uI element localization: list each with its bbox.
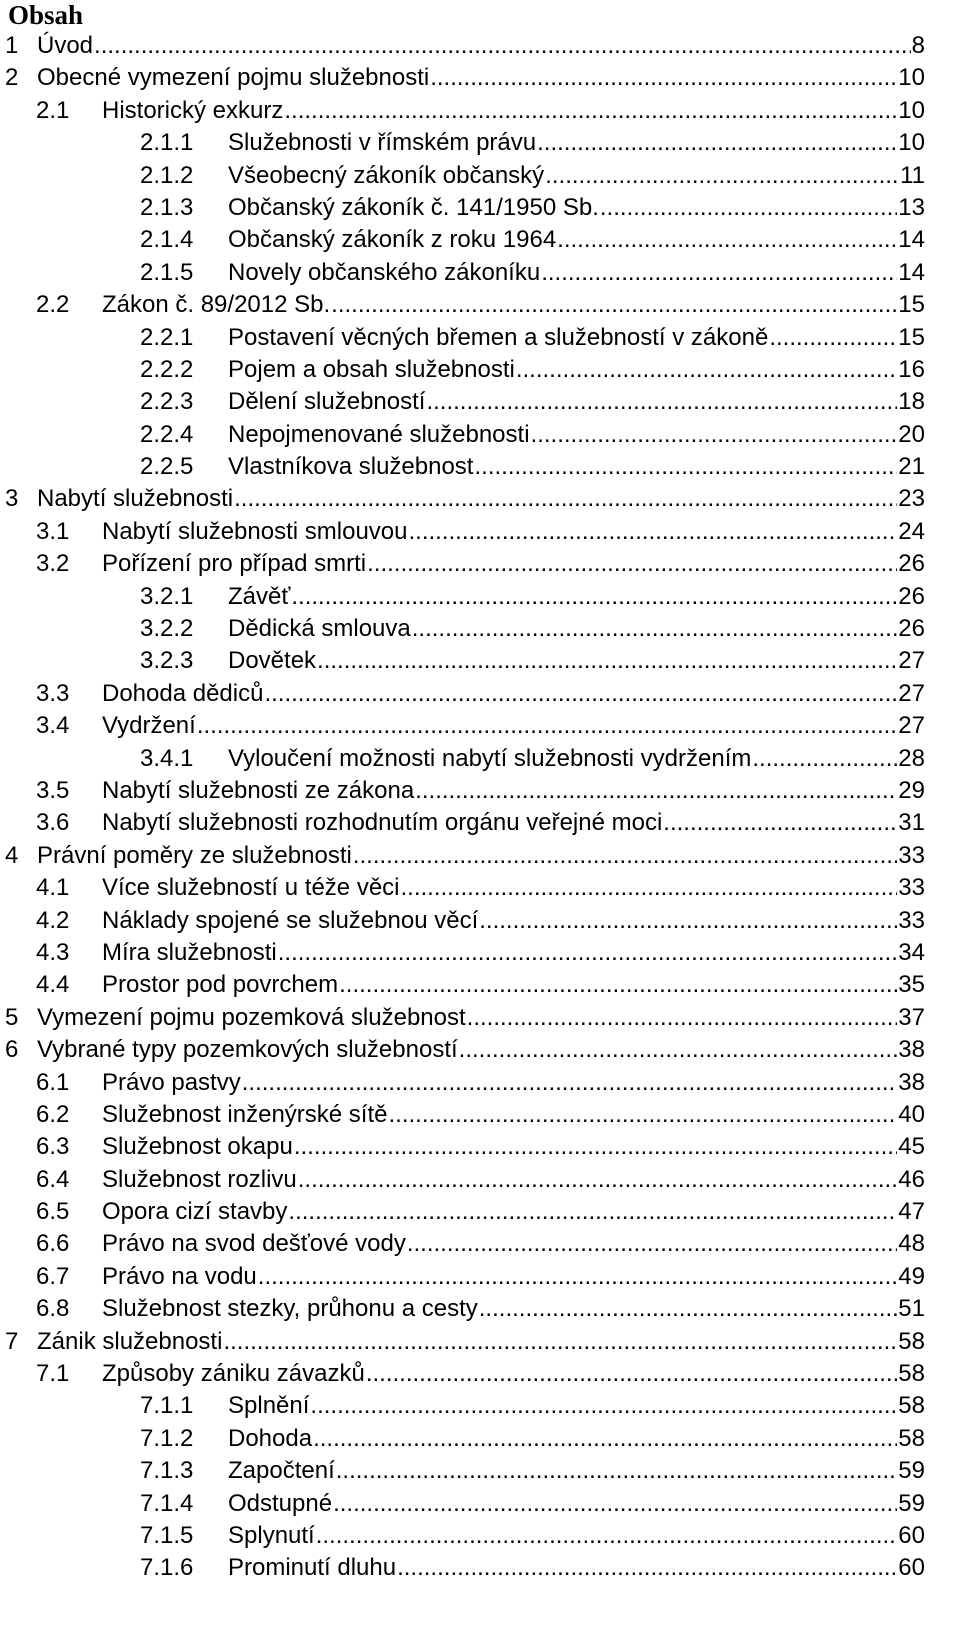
toc-entry-title[interactable]: Splnění <box>228 1392 310 1420</box>
toc-entry-page[interactable]: 60 <box>898 1521 925 1549</box>
toc-entry-page[interactable]: 45 <box>898 1133 925 1161</box>
toc-entry-number: 4.4 <box>36 971 70 999</box>
toc-entry-title[interactable]: Služebnost rozlivu <box>102 1165 297 1193</box>
toc-entry[interactable] <box>0 1358 960 1390</box>
toc-entry-number: 6.6 <box>36 1230 70 1258</box>
dot-leader <box>367 548 897 580</box>
toc-entry[interactable] <box>0 1293 960 1325</box>
dot-leader <box>407 1228 897 1260</box>
toc-entry-number: 2.1 <box>36 96 70 124</box>
toc-entry-number: 3 <box>5 485 19 513</box>
toc-entry-page[interactable]: 58 <box>898 1392 925 1420</box>
toc-entry-title[interactable]: Splynutí <box>228 1521 315 1549</box>
toc-entry-number: 6.4 <box>36 1165 70 1193</box>
toc-entry-page[interactable]: 23 <box>898 485 925 513</box>
toc-entry[interactable] <box>0 224 960 256</box>
toc-entry-page[interactable]: 37 <box>898 1003 925 1031</box>
toc-entry-page[interactable]: 14 <box>898 226 925 254</box>
toc-entry-title[interactable]: Dohoda dědiců <box>102 679 264 707</box>
dot-leader <box>313 1423 897 1455</box>
dot-leader <box>288 1196 897 1228</box>
toc-entry-number: 3.2.3 <box>140 647 194 675</box>
toc-entry[interactable] <box>0 613 960 645</box>
page-title: Obsah <box>8 0 84 30</box>
toc-entry-title[interactable]: Služebnosti v římském právu <box>228 129 537 157</box>
toc-entry-page[interactable]: 33 <box>898 906 925 934</box>
toc-entry[interactable] <box>0 1034 960 1066</box>
toc-entry-title[interactable]: Vydržení <box>102 712 196 740</box>
dot-leader <box>474 451 897 483</box>
toc-entry[interactable] <box>0 1002 960 1034</box>
toc-entry[interactable] <box>0 872 960 904</box>
toc-entry-page[interactable]: 28 <box>898 744 925 772</box>
dot-leader <box>353 840 897 872</box>
dot-leader <box>316 1520 898 1552</box>
toc-entry[interactable] <box>0 840 960 872</box>
toc-entry-page[interactable]: 40 <box>898 1100 925 1128</box>
dot-leader <box>284 95 897 127</box>
toc-entry-title[interactable]: Nepojmenované služebnosti <box>228 420 530 448</box>
dot-leader <box>401 872 898 904</box>
toc-entry-number: 6.3 <box>36 1133 70 1161</box>
dot-leader <box>426 386 897 418</box>
toc-entry-page[interactable]: 11 <box>900 161 925 189</box>
dot-leader <box>94 30 911 62</box>
toc-entry-title[interactable]: Vyloučení možnosti nabytí služebnosti vydržením <box>228 744 752 772</box>
toc-entry[interactable] <box>0 1552 960 1584</box>
dot-leader <box>541 257 897 289</box>
toc-entry-number: 4.3 <box>36 938 70 966</box>
dot-leader <box>415 775 897 807</box>
toc-entry-number: 7.1.2 <box>140 1424 194 1452</box>
toc-entry-title[interactable]: Nabytí služebnosti <box>37 485 234 513</box>
toc-entry[interactable] <box>0 1326 960 1358</box>
toc-entry-number: 5 <box>5 1003 19 1031</box>
toc-entry-title[interactable]: Služebnost okapu <box>102 1133 293 1161</box>
toc-entry-title[interactable]: Závěť <box>228 582 291 610</box>
toc-entry-title[interactable]: Pořízení pro případ smrti <box>102 550 367 578</box>
toc-entry-number: 6.8 <box>36 1295 70 1323</box>
toc-entry-title[interactable]: Vybrané typy pozemkových služebností <box>37 1036 458 1064</box>
dot-leader <box>531 419 898 451</box>
dot-leader <box>752 743 897 775</box>
toc-entry-page[interactable]: 16 <box>898 355 925 383</box>
toc-entry-page[interactable]: 18 <box>898 388 925 416</box>
toc-entry[interactable] <box>0 322 960 354</box>
toc-entry-page[interactable]: 58 <box>898 1424 925 1452</box>
toc-entry[interactable] <box>0 1196 960 1228</box>
toc-entry-title[interactable]: Postavení věcných břemen a služebností v zákoně <box>228 323 769 351</box>
dot-leader <box>339 969 897 1001</box>
dot-leader <box>258 1261 898 1293</box>
dot-leader <box>333 1488 897 1520</box>
toc-entry-title[interactable]: Občanský zákoník č. 141/1950 Sb. <box>228 193 599 221</box>
toc-entry-number: 2.1.3 <box>140 193 194 221</box>
toc-entry-page[interactable]: 33 <box>898 874 925 902</box>
toc-entry-number: 7.1 <box>36 1360 70 1388</box>
toc-entry-number: 6.7 <box>36 1262 70 1290</box>
toc-entry[interactable] <box>0 1228 960 1260</box>
toc-entry[interactable] <box>0 386 960 418</box>
toc-entry-page[interactable]: 46 <box>898 1165 925 1193</box>
toc-entry[interactable] <box>0 775 960 807</box>
dot-leader <box>298 1164 898 1196</box>
toc-entry-number: 2 <box>5 64 19 92</box>
toc-entry-page[interactable]: 33 <box>898 841 925 869</box>
dot-leader <box>366 1358 897 1390</box>
toc-entry-number: 3.4 <box>36 712 70 740</box>
toc-entry-number: 6.5 <box>36 1198 70 1226</box>
toc-entry-title[interactable]: Zákon č. 89/2012 Sb. <box>102 291 331 319</box>
dot-leader <box>336 1455 898 1487</box>
toc-entry[interactable] <box>0 1488 960 1520</box>
toc-entry-number: 7 <box>5 1327 19 1355</box>
toc-entry[interactable] <box>0 1067 960 1099</box>
toc-entry-title[interactable]: Opora cizí stavby <box>102 1198 288 1226</box>
toc-entry-page[interactable]: 48 <box>898 1230 925 1258</box>
toc-entry-title[interactable]: Úvod <box>37 32 94 59</box>
toc-entry-number: 3.2.2 <box>140 615 194 643</box>
dot-leader <box>545 160 899 192</box>
table-of-contents <box>0 30 960 1585</box>
toc-entry[interactable] <box>0 548 960 580</box>
dot-leader <box>234 483 897 515</box>
toc-entry-number: 4 <box>5 841 19 869</box>
toc-entry[interactable] <box>0 710 960 742</box>
toc-entry-number: 2.1.2 <box>140 161 194 189</box>
dot-leader <box>223 1326 897 1358</box>
toc-entry-page[interactable]: 27 <box>898 712 925 740</box>
toc-entry-page[interactable]: 13 <box>898 193 925 221</box>
toc-entry-page[interactable]: 59 <box>898 1457 925 1485</box>
toc-entry-page[interactable]: 15 <box>898 323 925 351</box>
toc-entry[interactable] <box>0 1131 960 1163</box>
toc-entry-number: 6.1 <box>36 1068 70 1096</box>
toc-entry-title[interactable]: Právo pastvy <box>102 1068 241 1096</box>
toc-entry-title[interactable]: Prostor pod povrchem <box>102 971 339 999</box>
toc-entry-number: 7.1.6 <box>140 1554 194 1582</box>
toc-entry-number: 2.2.4 <box>140 420 194 448</box>
dot-leader <box>242 1067 898 1099</box>
dot-leader <box>459 1034 898 1066</box>
toc-entry-number: 7.1.5 <box>140 1521 194 1549</box>
toc-entry-number: 4.1 <box>36 874 70 902</box>
toc-entry-number: 3.1 <box>36 517 70 545</box>
dot-leader <box>479 1293 898 1325</box>
toc-entry[interactable] <box>0 451 960 483</box>
toc-entry[interactable] <box>0 257 960 289</box>
toc-entry[interactable] <box>0 127 960 159</box>
toc-entry-page[interactable]: 15 <box>898 291 925 319</box>
dot-leader <box>430 62 897 94</box>
toc-entry-number: 7.1.1 <box>140 1392 194 1420</box>
toc-entry-number: 3.3 <box>36 679 70 707</box>
toc-entry-number: 1 <box>5 32 19 59</box>
toc-entry-title[interactable]: Občanský zákoník z roku 1964 <box>228 226 557 254</box>
toc-entry-page[interactable]: 31 <box>898 809 925 837</box>
toc-entry-page[interactable]: 10 <box>898 129 925 157</box>
toc-entry-title[interactable]: Dohoda <box>228 1424 313 1452</box>
toc-entry-number: 6.2 <box>36 1100 70 1128</box>
toc-entry-title[interactable]: Míra služebnosti <box>102 938 277 966</box>
toc-entry-page[interactable]: 21 <box>898 453 925 481</box>
toc-entry-number: 7.1.4 <box>140 1489 194 1517</box>
toc-entry[interactable] <box>0 419 960 451</box>
toc-entry[interactable] <box>0 937 960 969</box>
toc-entry[interactable] <box>0 160 960 192</box>
toc-entry[interactable] <box>0 192 960 224</box>
toc-entry[interactable] <box>0 1099 960 1131</box>
toc-entry-page[interactable]: 24 <box>898 517 925 545</box>
dot-leader <box>310 1390 897 1422</box>
toc-entry-title[interactable]: Nabytí služebnosti smlouvou <box>102 517 408 545</box>
toc-entry-page[interactable]: 26 <box>898 615 925 643</box>
toc-entry-number: 3.5 <box>36 776 70 804</box>
toc-entry-number: 2.1.1 <box>140 129 194 157</box>
toc-entry-page[interactable]: 49 <box>898 1262 925 1290</box>
toc-entry[interactable] <box>0 354 960 386</box>
toc-entry-page[interactable]: 26 <box>898 550 925 578</box>
dot-leader <box>278 937 898 969</box>
toc-entry-page[interactable]: 59 <box>898 1489 925 1517</box>
toc-entry[interactable] <box>0 516 960 548</box>
toc-entry-title[interactable]: Obecné vymezení pojmu služebnosti <box>37 64 430 92</box>
dot-leader <box>331 289 897 321</box>
toc-entry[interactable] <box>0 62 960 94</box>
dot-leader <box>317 645 897 677</box>
toc-entry[interactable] <box>0 807 960 839</box>
toc-entry-title[interactable]: Historický exkurz <box>102 96 284 124</box>
dot-leader <box>600 192 897 224</box>
toc-entry-title[interactable]: Dědická smlouva <box>228 615 411 643</box>
dot-leader <box>479 905 897 937</box>
toc-entry-title[interactable]: Pojem a obsah služebnosti <box>228 355 515 383</box>
toc-entry[interactable] <box>0 1423 960 1455</box>
toc-entry-title[interactable]: Dovětek <box>228 647 317 675</box>
toc-entry-title[interactable]: Právo na svod dešťové vody <box>102 1230 406 1258</box>
toc-entry-title[interactable]: Náklady spojené se služebnou věcí <box>102 906 479 934</box>
toc-entry-number: 3.2 <box>36 550 70 578</box>
toc-entry[interactable] <box>0 483 960 515</box>
toc-entry[interactable] <box>0 1390 960 1422</box>
dot-leader <box>412 613 898 645</box>
toc-entry-page[interactable]: 35 <box>898 971 925 999</box>
toc-entry-title[interactable]: Novely občanského zákoníku <box>228 258 541 286</box>
toc-entry[interactable] <box>0 1520 960 1552</box>
toc-entry-page[interactable]: 20 <box>898 420 925 448</box>
toc-entry-title[interactable]: Vymezení pojmu pozemková služebnost <box>37 1003 466 1031</box>
toc-entry-number: 4.2 <box>36 906 70 934</box>
toc-entry-page[interactable]: 58 <box>898 1360 925 1388</box>
toc-entry-page[interactable]: 51 <box>898 1295 925 1323</box>
dot-leader <box>408 516 897 548</box>
toc-entry-title[interactable]: Nabytí služebnosti ze zákona <box>102 776 415 804</box>
dot-leader <box>197 710 897 742</box>
toc-entry-title[interactable]: Dělení služebností <box>228 388 426 416</box>
toc-entry[interactable] <box>0 95 960 127</box>
toc-entry-page[interactable]: 27 <box>898 647 925 675</box>
dot-leader <box>294 1131 897 1163</box>
toc-entry-page[interactable]: 34 <box>898 938 925 966</box>
dot-leader <box>291 581 897 613</box>
toc-entry-number: 3.6 <box>36 809 70 837</box>
toc-entry-title[interactable]: Právo na vodu <box>102 1262 257 1290</box>
toc-entry[interactable] <box>0 645 960 677</box>
toc-entry[interactable] <box>0 969 960 1001</box>
toc-entry-page[interactable]: 27 <box>898 679 925 707</box>
toc-entry-number: 7.1.3 <box>140 1457 194 1485</box>
toc-entry[interactable] <box>0 905 960 937</box>
toc-entry-title[interactable]: Započtení <box>228 1457 335 1485</box>
dot-leader <box>397 1552 897 1584</box>
toc-entry-title[interactable]: Všeobecný zákoník občanský <box>228 161 545 189</box>
toc-entry[interactable] <box>0 743 960 775</box>
toc-entry-number: 2.1.5 <box>140 258 194 286</box>
dot-leader <box>264 678 897 710</box>
toc-entry-page[interactable]: 29 <box>898 776 925 804</box>
toc-entry-page[interactable]: 14 <box>898 258 925 286</box>
toc-entry-number: 2.2.5 <box>140 453 194 481</box>
toc-entry-number: 2.2.1 <box>140 323 194 351</box>
dot-leader <box>467 1002 898 1034</box>
toc-entry-number: 2.2.2 <box>140 355 194 383</box>
toc-entry-number: 2.2.3 <box>140 388 194 416</box>
toc-entry-number: 2.2 <box>36 291 70 319</box>
toc-entry[interactable] <box>0 678 960 710</box>
toc-entry-page[interactable]: 60 <box>898 1554 925 1582</box>
toc-entry[interactable] <box>0 1261 960 1293</box>
toc-entry-title[interactable]: Více služebností u téže věci <box>102 874 400 902</box>
toc-entry-page[interactable]: 8 <box>911 32 925 59</box>
toc-entry-title[interactable]: Odstupné <box>228 1489 333 1517</box>
toc-entry-title[interactable]: Způsoby zániku závazků <box>102 1360 365 1388</box>
toc-entry-number: 3.2.1 <box>140 582 194 610</box>
toc-entry-page[interactable]: 38 <box>898 1036 925 1064</box>
toc-entry-title[interactable]: Služebnost inženýrské sítě <box>102 1100 388 1128</box>
toc-entry-title[interactable]: Prominutí dluhu <box>228 1554 397 1582</box>
toc-entry[interactable] <box>0 1455 960 1487</box>
dot-leader <box>557 224 897 256</box>
toc-entry[interactable] <box>0 289 960 321</box>
toc-entry-title[interactable]: Vlastníkova služebnost <box>228 453 474 481</box>
dot-leader <box>769 322 897 354</box>
toc-entry-title[interactable]: Zánik služebnosti <box>37 1327 223 1355</box>
toc-entry-page[interactable]: 26 <box>898 582 925 610</box>
dot-leader <box>516 354 897 386</box>
toc-entry-number: 3.4.1 <box>140 744 194 772</box>
toc-entry-title[interactable]: Právní poměry ze služebnosti <box>37 841 352 869</box>
toc-entry-title[interactable]: Služebnost stezky, průhonu a cesty <box>102 1295 478 1323</box>
toc-entry-page[interactable]: 10 <box>898 96 925 124</box>
toc-entry-page[interactable]: 47 <box>898 1198 925 1226</box>
toc-entry[interactable] <box>0 30 960 62</box>
toc-entry[interactable] <box>0 581 960 613</box>
toc-entry-page[interactable]: 58 <box>898 1327 925 1355</box>
dot-leader <box>388 1099 897 1131</box>
dot-leader <box>663 807 897 839</box>
toc-entry[interactable] <box>0 1164 960 1196</box>
toc-entry-number: 6 <box>5 1036 19 1064</box>
toc-entry-page[interactable]: 10 <box>898 64 925 92</box>
toc-entry-title[interactable]: Nabytí služebnosti rozhodnutím orgánu veřejné moci <box>102 809 663 837</box>
toc-entry-number: 2.1.4 <box>140 226 194 254</box>
dot-leader <box>537 127 897 159</box>
toc-entry-page[interactable]: 38 <box>898 1068 925 1096</box>
